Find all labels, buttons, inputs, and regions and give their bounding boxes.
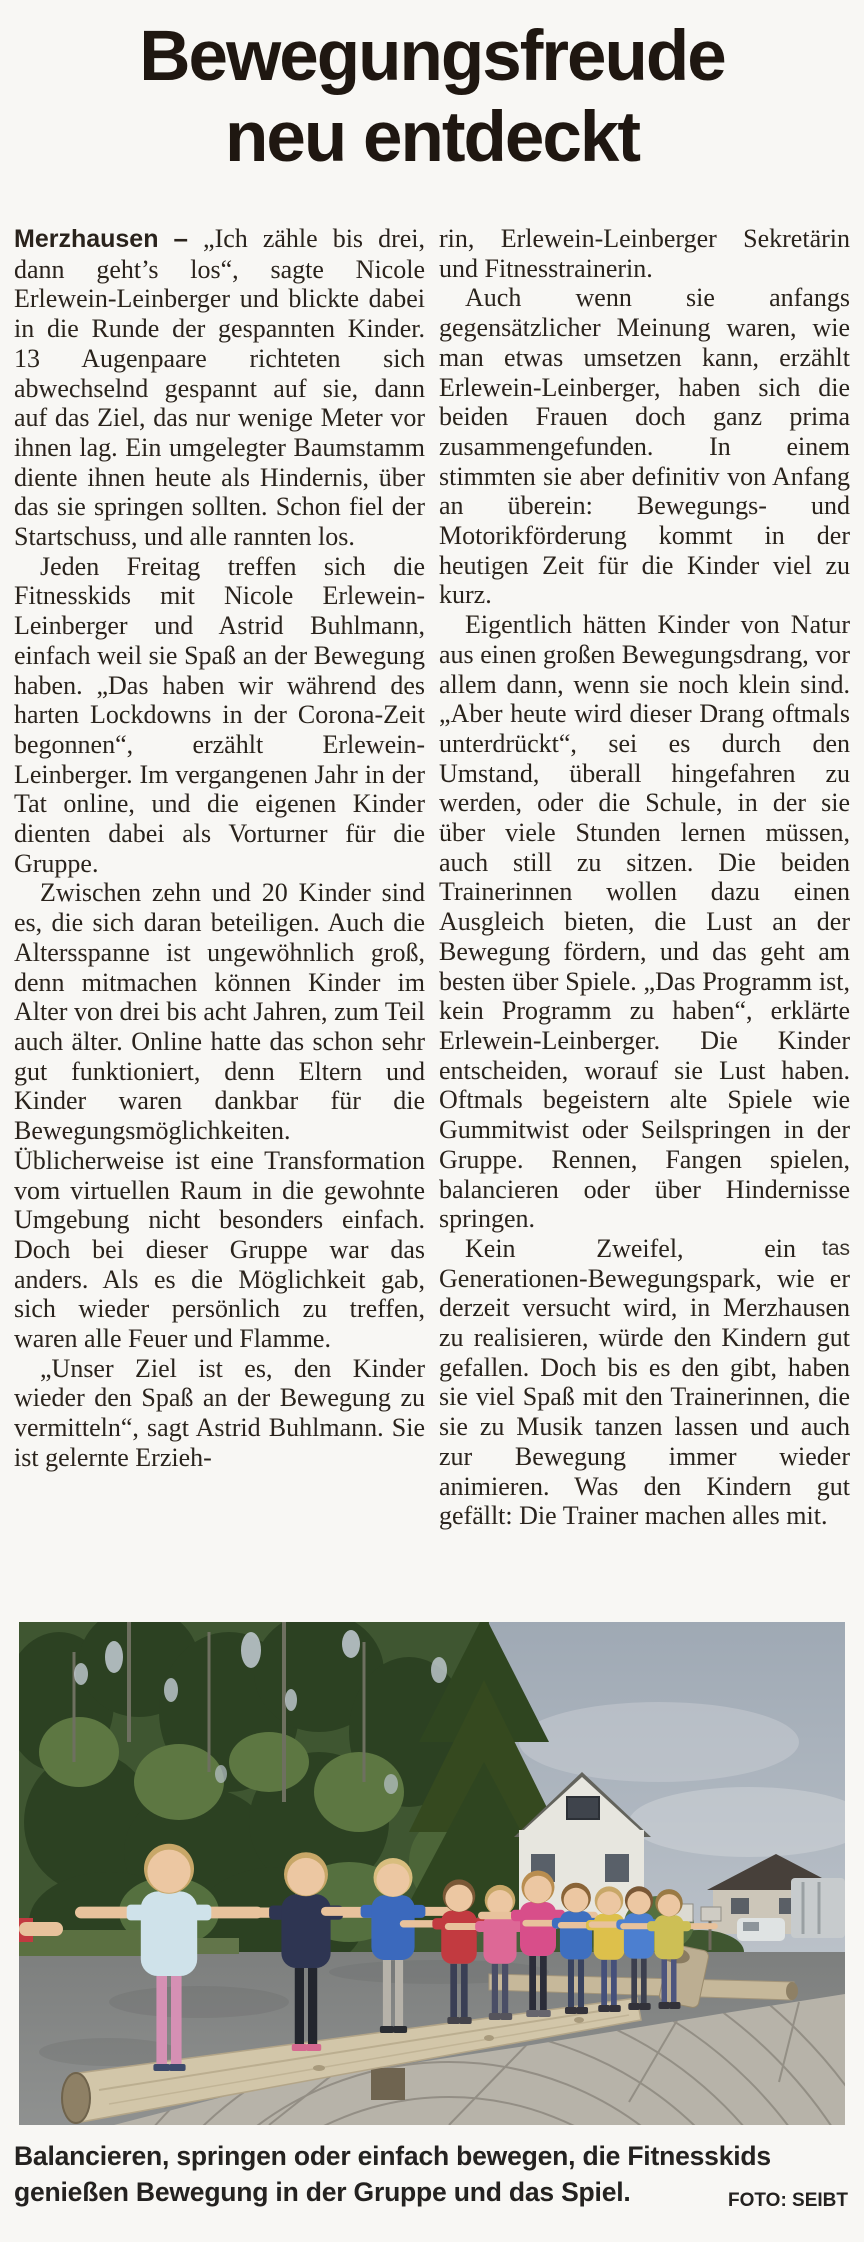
paragraph-continuation: rin, Erlewein-Leinberger Sekretärin und Fitnesstrainerin. xyxy=(439,224,850,283)
paragraph-text: Kein Zweifel, ein Generationen-Bewegungspark, wie er derzeit versucht wird, in Merzhausen zu realisieren, würde den Kindern gut gefallen. Doch bis es den gibt, haben sie viel Spaß mit den Trainerinnen, die sie zu Musik tanzen lassen und auch zur Bewegung immer wieder animieren. Was den Kindern gut gefällt: Die Trainer machen alles mit. xyxy=(439,1233,850,1531)
paragraph: Zwischen zehn und 20 Kinder sind es, die sich daran beteiligen. Auch die Altersspanne ist ungewöhnlich groß, denn mitmachen können Kinder im Alter von drei bis acht Jahren, zum Teil auch älter. Online hatte das schon sehr gut funktioniert, denn Eltern und Kinder waren dankbar für die Bewegungsmöglichkeiten. Üblicherweise ist eine Transformation vom virtuellen Raum in die gewohnte Umgebung nicht besonders einfach. Doch bei dieser Gruppe war das anders. Als es die Möglichkeit gab, sich wieder persönlich zu treffen, waren alle Feuer und Flamme. xyxy=(14,878,425,1354)
paragraph: Eigentlich hätten Kinder von Natur aus einen großen Bewegungsdrang, vor allem dann, wenn sie noch klein sind. „Aber heute wird dieser Drang oftmals unterdrückt“, sei es durch den Umstand, überall hingefahren zu werden, oder die Schule, in der sie über viele Stunden lernen müssen, auch still zu sitzen. Die beiden Trainerinnen wollen dazu einen Ausgleich bieten, die Lust an der Bewegung fördern, und das geht am besten über Spiele. „Das Programm ist, kein Programm zu haben“, erklärte Erlewein-Leinberger. Die Kinder entscheiden, worauf sie Lust haben. Oftmals begeistern alte Spiele wie Gummitwist oder Seilspringen in der Gruppe. Rennen, Fangen spielen, balancieren oder über Hindernisse springen. xyxy=(439,610,850,1234)
headline-line-1: Bewegungsfreude xyxy=(139,17,725,96)
article-photo xyxy=(19,1622,845,2125)
article-body xyxy=(14,224,850,1614)
photo-caption-text: Balancieren, springen oder einfach bewegen, die Fitnesskids genießen Bewegung in der Gruppe und das Spiel. xyxy=(14,2141,771,2207)
article-headline xyxy=(0,16,864,178)
photo-caption xyxy=(14,2138,850,2210)
photo-canvas xyxy=(19,1622,845,2125)
photo-support-block xyxy=(371,2068,405,2100)
headline-line-2: neu entdeckt xyxy=(225,98,639,177)
photo-credit: FOTO: SEIBT xyxy=(728,2190,848,2211)
dateline-dash: – xyxy=(173,224,188,253)
dateline: Merzhausen xyxy=(14,225,159,253)
article-column-right xyxy=(439,224,850,1614)
author-initials: tas xyxy=(821,1236,850,1260)
paragraph: „Unser Ziel ist es, den Kinder wieder den Spaß an der Bewegung zu vermitteln“, sagt Astrid Buhlmann. Sie ist gelernte Erzieh- xyxy=(14,1353,425,1472)
paragraph: Auch wenn sie anfangs gegensätzlicher Meinung waren, wie man etwas umsetzen kann, erzählt Erlewein-Leinberger, haben sich die beiden Frauen doch ganz prima zusammengefunden. In einem stimmten sie aber definitiv von Anfang an überein: Bewegungs- und Motorikförderung kommt in der heutigen Zeit für die Kinder viel zu kurz. xyxy=(439,283,850,610)
paragraph-lead xyxy=(14,224,425,552)
paragraph xyxy=(439,1234,850,1531)
paragraph: Jeden Freitag treffen sich die Fitnesskids mit Nicole Erlewein-Leinberger und Astrid Buhlmann, einfach weil sie Spaß an der Bewegung haben. „Das haben wir während des harten Lockdowns in der Corona-Zeit begonnen“, erzählt Erlewein-Leinberger. Im vergangenen Jahr in der Tat online, und die eigenen Kinder dienten dabei als Vorturner für die Gruppe. xyxy=(14,551,425,878)
article-column-left xyxy=(14,224,425,1614)
paragraph-lead-text: „Ich zähle bis drei, dann geht’s los“, sagte Nicole Erlewein-Leinberger und blickte dabei in die Runde der gespannten Kinder. 13 Augenpaare richteten sich abwechselnd gespannt auf sie, dann auf das Ziel, das nur wenige Meter vor ihnen lag. Ein umgelegter Baumstamm diente ihnen heute als Hindernis, über das sie springen sollten. Schon fiel der Startschuss, und alle rannten los. xyxy=(14,224,425,552)
